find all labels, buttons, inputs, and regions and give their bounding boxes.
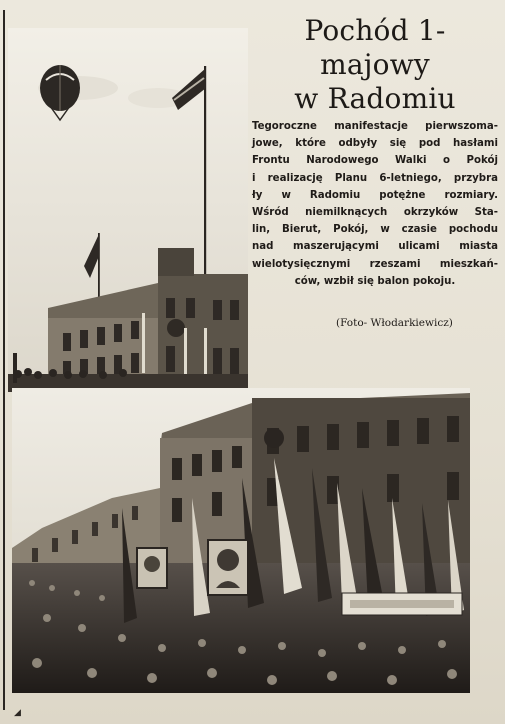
photo-building-balloon-image [8, 28, 248, 392]
photo-parade-crowd-image [12, 388, 470, 693]
article-line: Wśród niemilknących okrzyków Sta- [252, 207, 498, 219]
photo-building-balloon [8, 28, 248, 392]
article-line: Tegoroczne manifestacje pierwszoma- [252, 121, 498, 132]
article-line: lin, Bierut, Pokój, w czasie pochodu [252, 224, 498, 236]
page-corner-mark: ◢ [14, 708, 21, 718]
headline-line-2: w Radomiu [294, 82, 456, 115]
article-line: jowe, które odbyły się pod hasłami [252, 138, 498, 150]
article-line: Frontu Narodowego Walki o Pokój [252, 155, 498, 167]
article-line: ców, wzbił się balon pokoju. [294, 275, 456, 287]
photo-credit: (Foto- Włodarkiewicz) [336, 317, 453, 329]
column-rule [3, 10, 5, 710]
article-line: wielotysięcznymi rzeszami mieszkań- [252, 258, 498, 270]
article-body [252, 118, 498, 290]
photo-parade-crowd [12, 388, 470, 693]
article-line: i realizację Planu 6-letniego, przybra [252, 172, 498, 184]
article-line: nad maszerującymi ulicami miasta [252, 241, 498, 253]
article-line: ły w Radomiu potężne rozmiary. [252, 189, 498, 201]
headline-line-1: Pochód 1-majowy [304, 14, 446, 81]
headline [250, 14, 500, 116]
